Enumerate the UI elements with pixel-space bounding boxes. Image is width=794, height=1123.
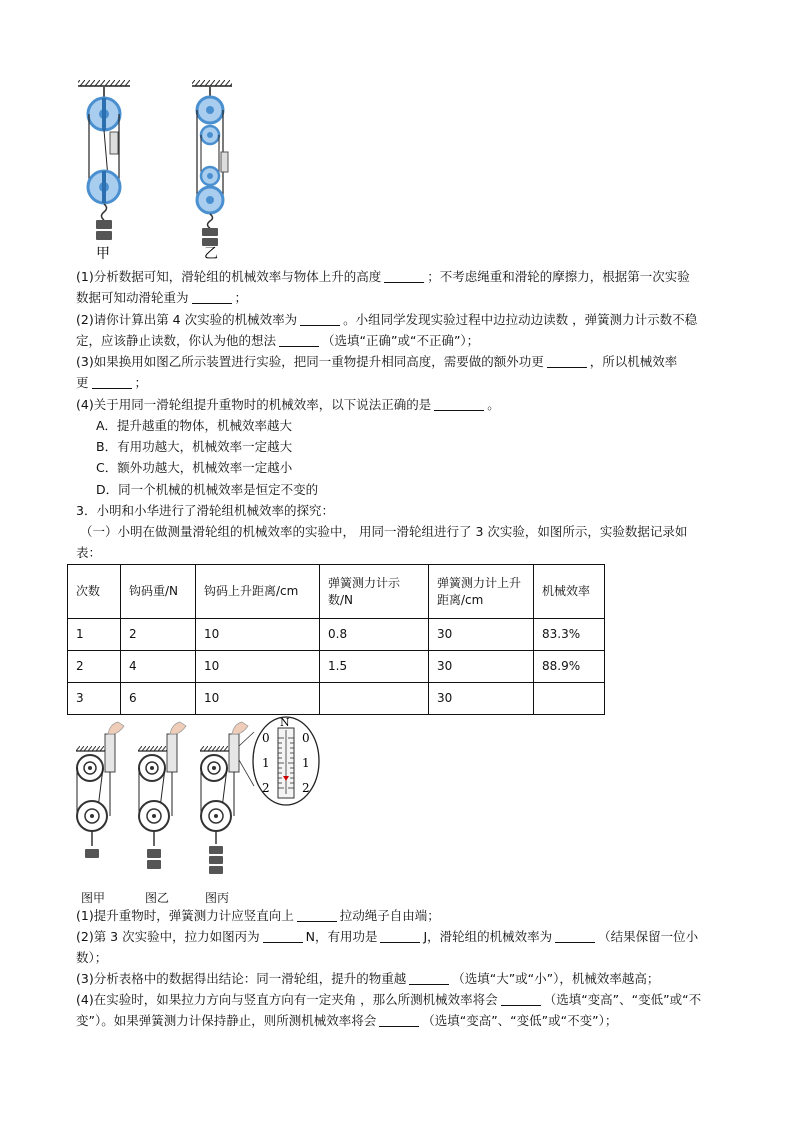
scale-unit: N — [280, 716, 290, 729]
pulley-system-a — [78, 80, 130, 240]
spring-scale-magnified — [253, 716, 319, 805]
table-row — [68, 683, 605, 715]
q3-part4-line2: 变”）。如果弹簧测力计保持静止，则所测机械效率将会 （选填“变高”、“变低”或“不变”）； — [76, 1013, 618, 1028]
table-row — [68, 619, 605, 651]
table-cell: 10 — [196, 651, 320, 683]
answer-blank[interactable] — [409, 971, 449, 985]
answer-blank[interactable] — [380, 929, 420, 943]
q3-part2-line2: 数）； — [76, 950, 108, 965]
pulley-figure-2 — [72, 716, 322, 884]
figure-label-b: 乙 — [204, 246, 218, 262]
scale-tick-0-left: 0 — [262, 731, 270, 745]
table-cell: 10 — [196, 619, 320, 651]
option-c[interactable]: C．额外功越大，机械效率一定越小 — [96, 460, 293, 475]
table-cell: 1 — [68, 619, 121, 651]
q2-part4: (4)关于用同一滑轮组提升重物时的机械效率，以下说法正确的是 。 — [76, 397, 500, 412]
table-header-cell: 机械效率 — [534, 565, 605, 619]
option-d[interactable]: D．同一个机械的机械效率是恒定不变的 — [96, 482, 319, 497]
pulley-figure-1 — [70, 80, 250, 262]
q2-part1-line1: (1)分析数据可知，滑轮组的机械效率与物体上升的高度 ；不考虑绳重和滑轮的摩擦力，根据第一次实验 — [76, 269, 690, 284]
answer-blank[interactable] — [297, 908, 337, 922]
answer-blank[interactable] — [384, 269, 424, 283]
table-cell: 2 — [68, 651, 121, 683]
q3-intro-line1: （一）小明在做测量滑轮组的机械效率的实验中， 用同一滑轮组进行了 3 次实验，如图所示，实验数据记录如 — [80, 524, 688, 539]
data-table — [67, 564, 605, 715]
table-header-row — [68, 565, 605, 619]
table-cell-blank[interactable] — [320, 683, 429, 715]
q2-part2-line1: (2)请你计算出第 4 次实验的机械效率为 。小组同学发现实验过程中边拉动边读数 ，弹簧测力计示数不稳 — [76, 312, 698, 327]
q3-part2-line1: (2)第 3 次实验中，拉力如图丙为 N，有用功是 J，滑轮组的机械效率为 （结果保留一位小 — [76, 929, 699, 944]
scale-tick-2-left: 2 — [262, 781, 270, 795]
q2-part1-line2: 数据可知动滑轮重为 ； — [76, 290, 248, 305]
table-header-cell: 弹簧测力计示数/N — [320, 565, 429, 619]
table-header-cell: 钩码重/N — [121, 565, 196, 619]
scale-tick-0-right: 0 — [302, 731, 310, 745]
setup-b — [138, 722, 186, 869]
scale-tick-1-right: 1 — [302, 756, 310, 770]
q3-part3: (3)分析表格中的数据得出结论：同一滑轮组，提升的物重越 （选填“大”或“小”），机械效率越高； — [76, 971, 660, 986]
answer-blank[interactable] — [192, 290, 232, 304]
q2-part3-line1: (3)如果换用如图乙所示装置进行实验，把同一重物提升相同高度，需要做的额外功更 ，所以机械效率 — [76, 354, 678, 369]
scale-tick-2-right: 2 — [302, 781, 310, 795]
q3-part1: (1)提升重物时，弹簧测力计应竖直向上 拉动绳子自由端； — [76, 908, 440, 923]
table-cell: 2 — [121, 619, 196, 651]
pulley-system-b — [192, 80, 232, 246]
answer-blank[interactable] — [263, 929, 303, 943]
answer-blank[interactable] — [279, 333, 319, 347]
setup-c — [200, 722, 254, 874]
table-header-cell: 弹簧测力计上升距离/cm — [429, 565, 534, 619]
table-cell: 0.8 — [320, 619, 429, 651]
answer-blank[interactable] — [434, 397, 484, 411]
table-cell: 6 — [121, 683, 196, 715]
q3-intro-line2: 表： — [76, 545, 102, 560]
answer-blank[interactable] — [555, 929, 595, 943]
answer-blank[interactable] — [379, 1013, 419, 1027]
figure-label-a: 甲 — [96, 246, 110, 262]
option-b[interactable]: B．有用功越大，机械效率一定越大 — [96, 439, 293, 454]
table-cell: 10 — [196, 683, 320, 715]
table-cell: 83.3% — [534, 619, 605, 651]
table-cell: 30 — [429, 683, 534, 715]
scale-tick-1-left: 1 — [262, 756, 270, 770]
q2-part2-line2: 定，应该静止读数，你认为他的想法 （选填“正确”或“不正确”）； — [76, 333, 480, 348]
table-cell: 1.5 — [320, 651, 429, 683]
table-cell: 30 — [429, 619, 534, 651]
setup-a — [76, 722, 124, 858]
figure-label-jia: 图甲 — [81, 891, 106, 905]
table-header-cell: 次数 — [68, 565, 121, 619]
table-cell-blank[interactable] — [534, 683, 605, 715]
table-cell: 30 — [429, 651, 534, 683]
table-header-cell: 钩码上升距离/cm — [196, 565, 320, 619]
option-a[interactable]: A．提升越重的物体，机械效率越大 — [96, 418, 293, 433]
figure-label-yi: 图乙 — [145, 891, 170, 905]
table-row — [68, 651, 605, 683]
q3-title: 3．小明和小华进行了滑轮组机械效率的探究： — [76, 503, 334, 518]
answer-blank[interactable] — [501, 992, 541, 1006]
answer-blank[interactable] — [92, 375, 132, 389]
figure-label-bing: 图丙 — [205, 891, 230, 905]
answer-blank[interactable] — [300, 312, 340, 326]
table-cell: 3 — [68, 683, 121, 715]
answer-blank[interactable] — [547, 354, 587, 368]
table-cell: 4 — [121, 651, 196, 683]
q2-part3-line2: 更 ； — [76, 375, 148, 390]
q3-part4-line1: (4)在实验时，如果拉力方向与竖直方向有一定夹角 ，那么所测机械效率将会 （选填“变高”、“变低”或“不 — [76, 992, 702, 1007]
table-cell: 88.9% — [534, 651, 605, 683]
